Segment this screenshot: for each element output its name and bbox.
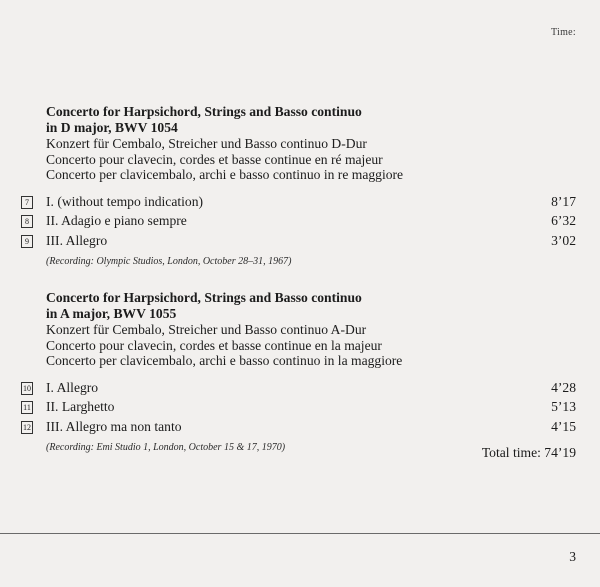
page-number: 3 [569, 549, 576, 564]
recording-note: (Recording: Emi Studio 1, London, October 15 & 17, 1970) [46, 442, 286, 453]
time-column-header: Time: [550, 27, 576, 38]
track-row [23, 378, 576, 398]
concerto-title: Concerto for Harpsichord, Strings and Basso continuo [46, 290, 362, 305]
track-number-box: 12 [23, 422, 31, 432]
track-duration: 5’13 [551, 399, 576, 414]
track-title: III. Allegro [46, 232, 108, 248]
track-duration: 4’15 [551, 418, 576, 434]
track-duration: 3’02 [551, 232, 576, 248]
track-number-box: 9 [21, 235, 33, 248]
concerto-title-italian: Concerto per clavicembalo, archi e basso continuo in re maggiore [46, 167, 404, 182]
concerto-title-italian: Concerto per clavicembalo, archi e basso continuo in la maggiore [46, 353, 403, 368]
track-title: I. Allegro [46, 379, 99, 395]
track-row [25, 211, 576, 231]
track-title: III. Allegro ma non tanto [46, 418, 182, 434]
track-duration: 6’32 [551, 213, 576, 228]
track-row [23, 417, 576, 437]
track-title: II. Larghetto [46, 399, 115, 414]
concerto-title: Concerto for Harpsichord, Strings and Basso continuo [46, 104, 362, 119]
track-number-box: 8 [21, 215, 33, 228]
track-number-box: 11 [21, 401, 33, 414]
track-row [23, 397, 576, 417]
track-list [23, 378, 576, 437]
track-number-box: 10 [23, 383, 31, 393]
track-title: II. Adagio e piano sempre [46, 213, 187, 228]
concerto-bwv-1054 [25, 104, 576, 267]
track-row [25, 231, 576, 251]
total-time: Total time: 74’19 [481, 445, 576, 460]
track-duration: 8’17 [551, 193, 576, 209]
concerto-title-german: Konzert für Cembalo, Streicher und Basso continuo A-Dur [46, 322, 367, 337]
track-title: I. (without tempo indication) [46, 193, 204, 209]
track-duration: 4’28 [551, 379, 576, 395]
concerto-key: in D major, BWV 1054 [46, 120, 178, 135]
track-row [25, 192, 576, 212]
concerto-title-german: Konzert für Cembalo, Streicher und Basso continuo D-Dur [46, 136, 367, 151]
track-number-box: 7 [21, 196, 33, 209]
recording-note: (Recording: Olympic Studios, London, October 28–31, 1967) [46, 256, 292, 267]
footer-divider [0, 533, 600, 534]
concerto-key: in A major, BWV 1055 [46, 306, 177, 321]
concerto-bwv-1055 [23, 290, 576, 453]
track-list [25, 192, 576, 251]
concerto-title-french: Concerto pour clavecin, cordes et basse continue en ré majeur [46, 151, 383, 167]
concerto-title-french: Concerto pour clavecin, cordes et basse continue en la majeur [46, 337, 382, 353]
